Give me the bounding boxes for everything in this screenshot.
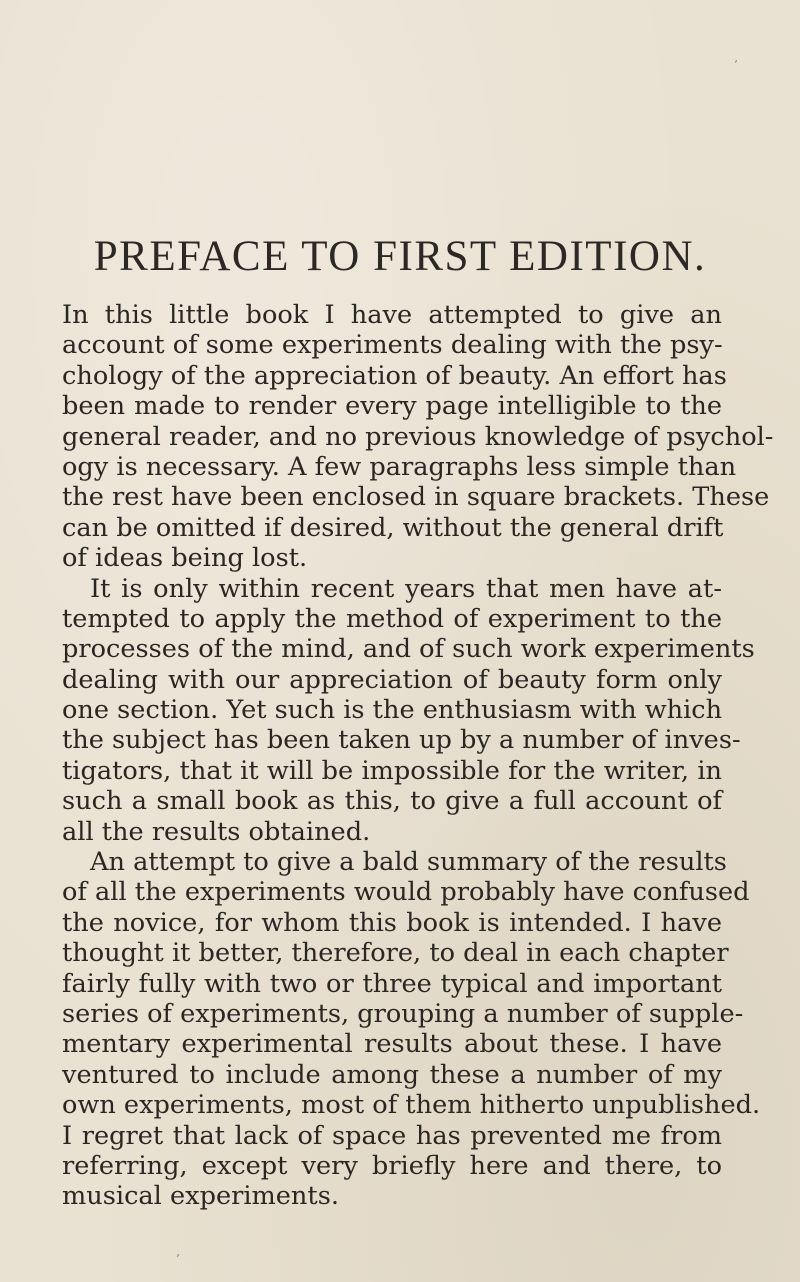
text-line: An attempt to give a bald summary of the results xyxy=(90,847,727,878)
text-line: own experiments, most of them hitherto unpublished. xyxy=(62,1090,761,1121)
paragraph-3 xyxy=(62,847,761,1212)
text-line: fairly fully with two or three typical and important xyxy=(62,968,722,999)
stray-mark-icon: ’ xyxy=(176,1252,180,1266)
text-line: the rest have been enclosed in square brackets. These xyxy=(62,482,770,513)
text-line: general reader, and no previous knowledge of psychol- xyxy=(62,421,774,452)
text-line: I regret that lack of space has prevented me from xyxy=(62,1120,722,1151)
stray-mark-icon: ’ xyxy=(734,58,738,72)
text-line: of ideas being lost. xyxy=(62,543,308,574)
text-line: tigators, that it will be impossible for the writer, in xyxy=(62,755,722,786)
text-line: been made to render every page intelligible to the xyxy=(62,391,722,422)
text-line: thought it better, therefore, to deal in each chapter xyxy=(62,938,729,969)
text-line: It is only within recent years that men have at- xyxy=(90,573,722,604)
paragraph-1 xyxy=(62,300,774,574)
text-line: series of experiments, grouping a number of supple- xyxy=(62,998,744,1029)
text-line: In this little book I have attempted to give an xyxy=(62,300,722,330)
text-line: chology of the appreciation of beauty. An effort has xyxy=(62,360,727,391)
text-line: processes of the mind, and of such work experiments xyxy=(62,634,755,665)
text-line: all the results obtained. xyxy=(62,816,371,847)
text-line: the subject has been taken up by a number of inves- xyxy=(62,725,741,756)
text-line: ogy is necessary. A few paragraphs less simple than xyxy=(62,451,737,482)
text-line: referring, except very briefly here and there, to xyxy=(62,1150,722,1181)
page-title: PREFACE TO FIRST EDITION. xyxy=(93,233,707,280)
text-line: of all the experiments would probably have confused xyxy=(62,877,750,908)
text-line: musical experiments. xyxy=(62,1181,339,1212)
text-line: mentary experimental results about these. I have xyxy=(62,1029,722,1060)
text-line: can be omitted if desired, without the general drift xyxy=(62,512,724,543)
text-line: ventured to include among these a number of my xyxy=(62,1059,722,1090)
paragraph-2 xyxy=(62,573,755,848)
text-line: account of some experiments dealing with the psy- xyxy=(62,330,723,361)
text-line: dealing with our appreciation of beauty form only xyxy=(62,664,722,695)
text-line: one section. Yet such is the enthusiasm with which xyxy=(62,695,723,726)
preface-body xyxy=(62,300,774,1212)
text-line: tempted to apply the method of experiment to the xyxy=(62,603,722,634)
text-line: such a small book as this, to give a full account of xyxy=(62,786,722,817)
text-line: the novice, for whom this book is intended. I have xyxy=(62,907,722,938)
